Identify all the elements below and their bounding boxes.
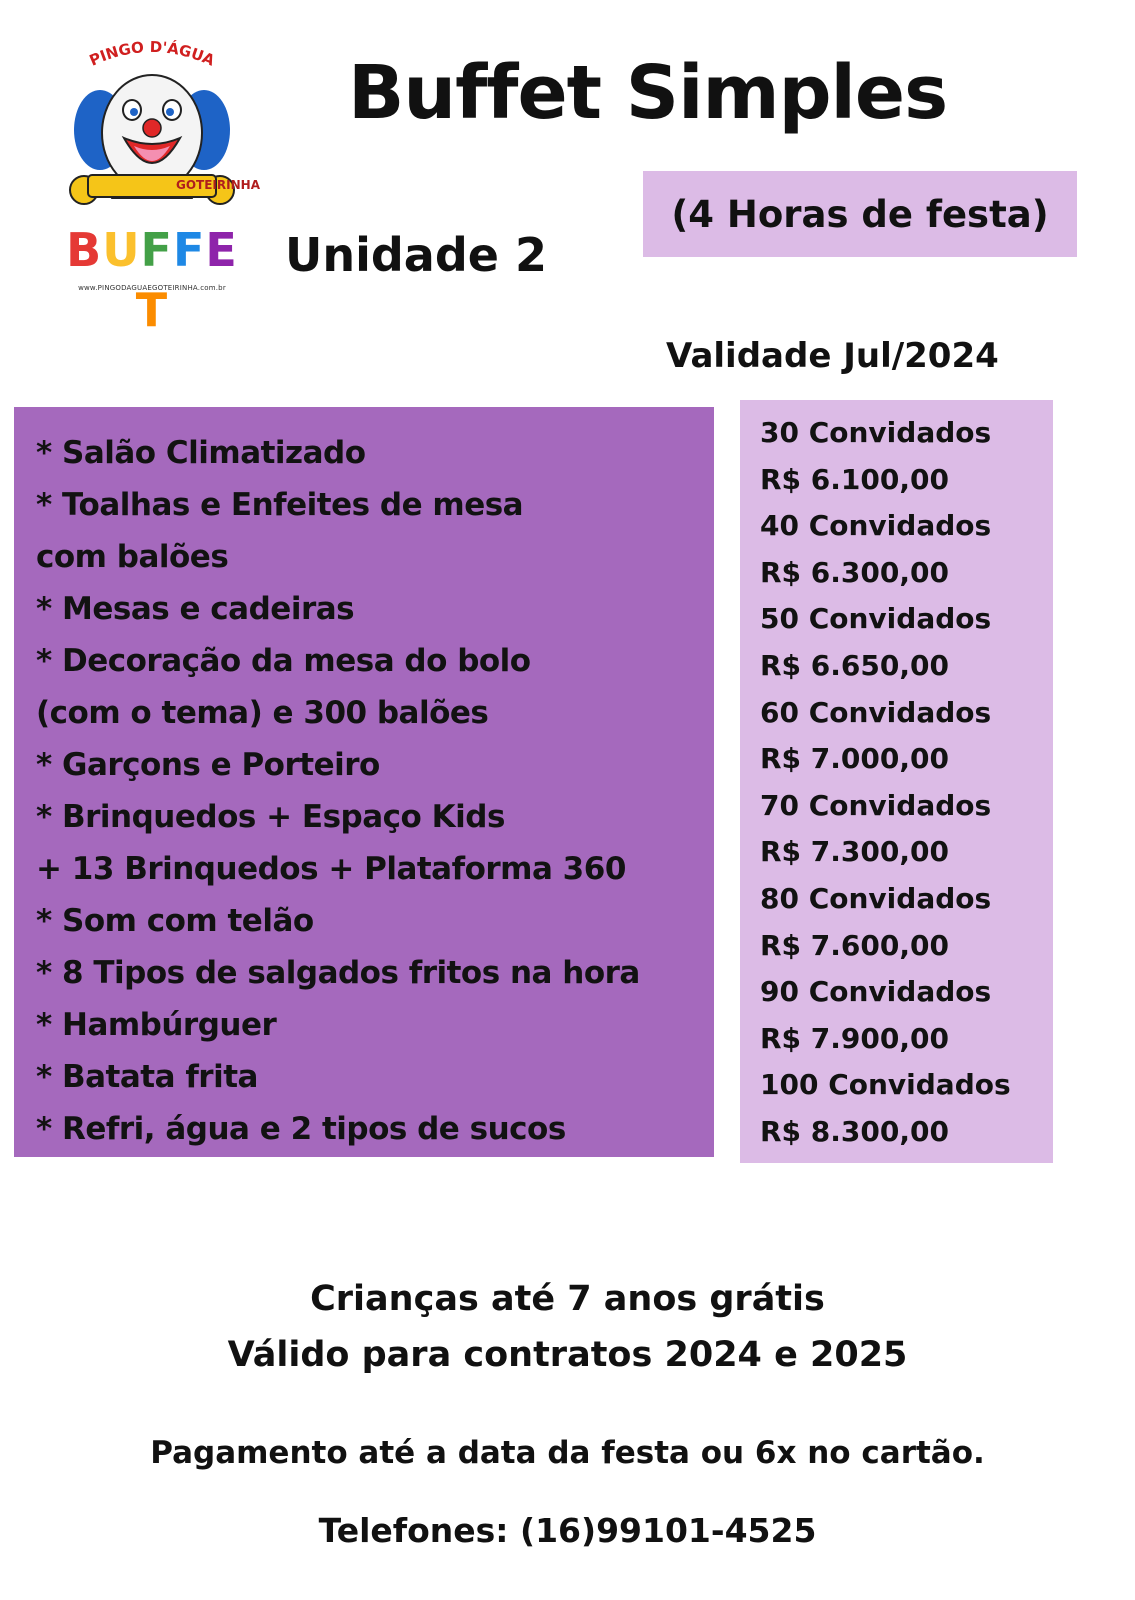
logo-wordmark [62, 220, 242, 340]
feature-item: * Mesas e cadeiras [36, 591, 355, 627]
prices-panel [740, 400, 1053, 1163]
price-value: R$ 7.600,00 [760, 928, 949, 962]
contracts-note: Válido para contratos 2024 e 2025 [227, 1335, 908, 1375]
feature-item: * Hambúrguer [36, 1007, 277, 1043]
feature-item: + 13 Brinquedos + Plataforma 360 [36, 851, 626, 887]
price-value: R$ 6.100,00 [760, 462, 949, 496]
unit-label: Unidade 2 [285, 228, 547, 282]
feature-item: * Decoração da mesa do bolo [36, 643, 531, 679]
price-value: R$ 8.300,00 [760, 1114, 949, 1148]
feature-item: * Batata frita [36, 1059, 258, 1095]
price-value: R$ 6.650,00 [760, 648, 949, 682]
price-value: R$ 6.300,00 [760, 555, 949, 589]
logo-wordmark-letter: T [135, 283, 169, 337]
feature-item: * Brinquedos + Espaço Kids [36, 799, 505, 835]
price-guests: 90 Convidados [760, 975, 992, 1009]
feature-item: * 8 Tipos de salgados fritos na hora [36, 955, 640, 991]
price-value: R$ 7.900,00 [760, 1021, 949, 1055]
page-title: Buffet Simples [348, 50, 948, 136]
feature-item: com balões [36, 539, 229, 575]
validity-label: Validade Jul/2024 [666, 336, 999, 376]
feature-item: * Salão Climatizado [36, 435, 366, 471]
buffet-logo [62, 38, 260, 337]
feature-item: (com o tema) e 300 balões [36, 695, 489, 731]
duration-box [643, 171, 1077, 257]
features-panel [14, 407, 714, 1157]
logo-arc-text: PINGO D'ÁGUA [86, 38, 218, 70]
feature-item: * Toalhas e Enfeites de mesa [36, 487, 524, 523]
price-guests: 100 Convidados [760, 1068, 1011, 1102]
logo-wordmark-letter: F [172, 223, 206, 277]
duration-label: (4 Horas de festa) [671, 192, 1049, 236]
children-free-note: Crianças até 7 anos grátis [310, 1279, 825, 1319]
logo-url: www.PINGODAGUAEGOTEIRINHA.com.br [78, 284, 226, 292]
feature-item: * Refri, água e 2 tipos de sucos [36, 1111, 566, 1147]
price-guests: 30 Convidados [760, 416, 992, 449]
price-guests: 70 Convidados [760, 788, 992, 822]
payment-note: Pagamento até a data da festa ou 6x no cartão. [150, 1435, 985, 1471]
logo-wordmark-letter: F [140, 223, 173, 277]
price-guests: 50 Convidados [760, 602, 992, 636]
price-guests: 60 Convidados [760, 695, 992, 729]
feature-item: * Garçons e Porteiro [36, 747, 380, 783]
features-list [36, 427, 640, 1155]
price-value: R$ 7.300,00 [760, 835, 949, 869]
clown-logo-graphic [62, 38, 242, 238]
price-guests: 40 Convidados [760, 509, 992, 543]
price-guests: 80 Convidados [760, 881, 992, 915]
logo-wordmark-letter: B [66, 223, 103, 277]
price-value: R$ 7.000,00 [760, 742, 949, 776]
svg-text:PINGO D'ÁGUA [87, 38, 218, 70]
logo-wordmark-letter: E [205, 223, 238, 277]
feature-item: * Som com telão [36, 903, 314, 939]
phone-contact: Telefones: (16)99101-4525 [318, 1511, 817, 1550]
logo-banner-text: GOTEIRINHA [176, 178, 260, 192]
logo-wordmark-letter: U [102, 223, 141, 277]
prices-list [760, 410, 1011, 1156]
